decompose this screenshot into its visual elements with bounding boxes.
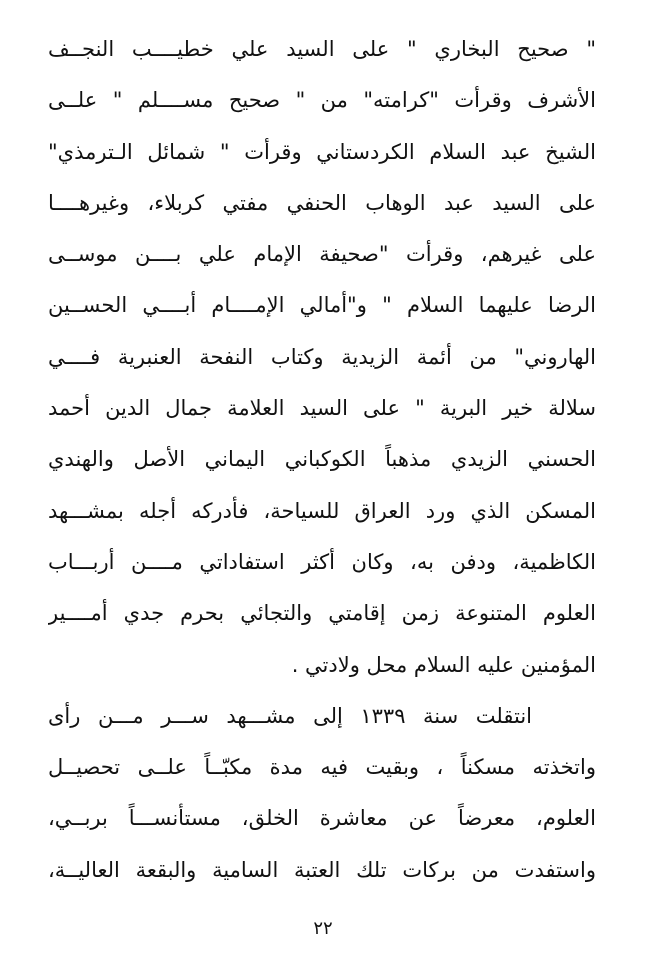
- text-line: المسكن الذي ورد العراق للسياحة، فأدركه أجله بمشـــهد: [48, 498, 596, 523]
- text-line: الشيخ عبد السلام الكردستاني وقرأت " شمائل الـترمذي": [48, 139, 596, 164]
- text-line: على السيد عبد الوهاب الحنفي مفتي كربلاء، وغيرهــــا: [48, 190, 596, 215]
- text-line: الرضا عليهما السلام " و"أمالي الإمــــام أبــــي الحســين: [48, 293, 596, 318]
- text-line: الهاروني" من أئمة الزيدية وكتاب النفحة العنبرية فــــي: [48, 344, 596, 369]
- paragraph-end-line: المؤمنين عليه السلام محل ولادتي .: [291, 652, 596, 677]
- text-line: على غيرهم، وقرأت "صحيفة الإمام علي بــــن موســى: [48, 242, 596, 267]
- text-line: العلوم المتنوعة زمن إقامتي والتجائي بحرم جدي أمــــير: [48, 601, 596, 626]
- text-line: " صحيح البخاري " على السيد علي خطيــــب النجــف: [48, 37, 596, 61]
- text-body: [48, 24, 596, 896]
- page-number: ٢٢: [313, 918, 333, 939]
- text-line: الكاظمية، ودفن به، وكان أكثر استفاداتي مــــن أربـــاب: [48, 549, 596, 574]
- text-line: سلالة خير البرية " على السيد العلامة جمال الدين أحمد: [48, 396, 596, 421]
- text-line: الحسني الزيدي مذهباً الكوكباني اليماني الأصل والهندي: [48, 447, 596, 472]
- text-line: العلوم، معرضاً عن معاشرة الخلق، مستأنســـاً بربــي،: [48, 806, 596, 831]
- text-line: الأشرف وقرأت "كرامته" من " صحيح مســــلم " علــى: [48, 88, 596, 113]
- text-line: واستفدت من بركات تلك العتبة السامية والبقعة العاليــة،: [48, 857, 596, 882]
- paragraph-start-line: انتقلت سنة ١٣٣٩ إلى مشـــهد ســـر مـــن رأى: [48, 703, 532, 728]
- text-line: واتخذته مسكناً ، وبقيت فيه مدة مكبّــاً علــى تحصيــل: [48, 755, 596, 780]
